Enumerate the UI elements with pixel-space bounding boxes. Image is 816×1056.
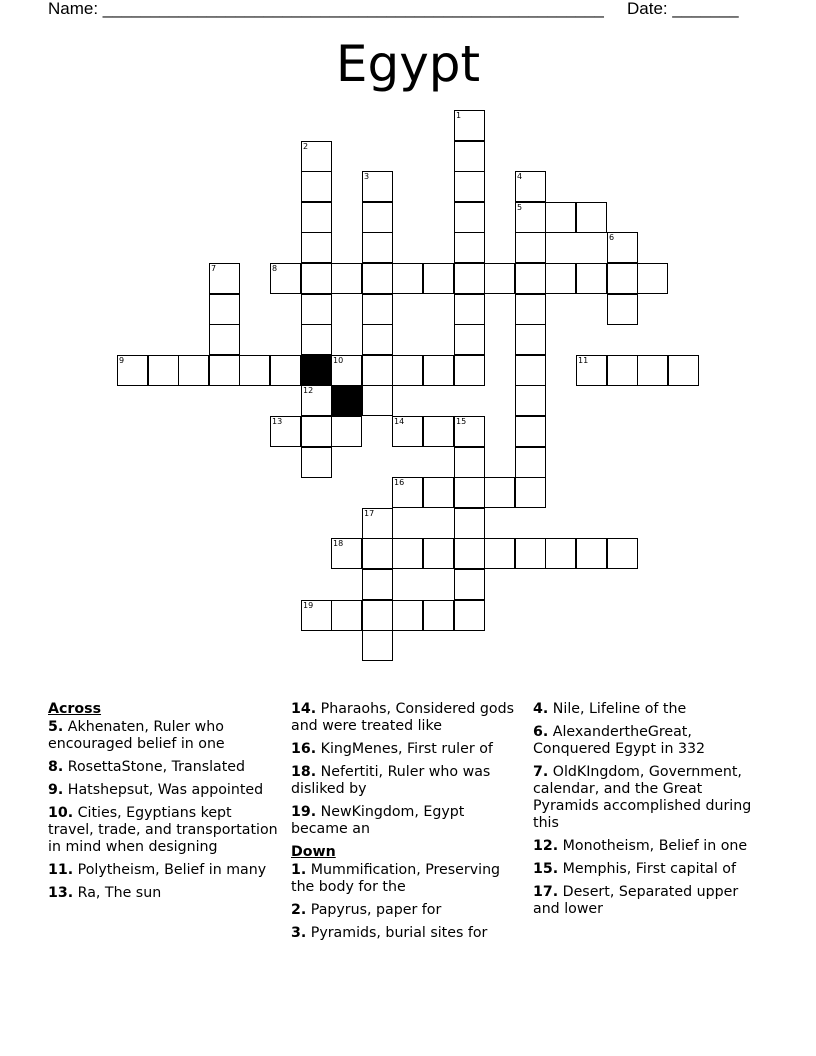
- grid-cell[interactable]: [178, 355, 209, 386]
- clue-item: [48, 782, 280, 799]
- clue-item: [291, 804, 523, 838]
- grid-cell[interactable]: [362, 171, 393, 202]
- clue-number-label: 7.: [533, 764, 549, 780]
- clue-number-label: 14.: [291, 701, 317, 717]
- grid-cell[interactable]: [392, 600, 423, 631]
- clue-number-label: 11.: [48, 862, 74, 878]
- clue-text: Mummification, Preserving the body for the: [291, 862, 501, 895]
- clue-text: AlexandertheGreat, Conquered Egypt in 332: [533, 724, 706, 757]
- grid-cell[interactable]: [454, 324, 485, 355]
- clue-text: Monotheism, Belief in one: [558, 838, 748, 854]
- grid-cell[interactable]: [454, 355, 485, 386]
- grid-cell[interactable]: [484, 538, 515, 569]
- grid-cell[interactable]: [515, 263, 546, 294]
- grid-cell[interactable]: [301, 447, 332, 478]
- grid-cell[interactable]: [209, 263, 240, 294]
- grid-cell[interactable]: [301, 600, 332, 631]
- grid-cell[interactable]: [637, 263, 668, 294]
- grid-cell[interactable]: [239, 355, 270, 386]
- clue-column-2: [291, 701, 523, 948]
- grid-cell[interactable]: [301, 171, 332, 202]
- grid-cell[interactable]: [331, 600, 362, 631]
- clue-item: [533, 701, 765, 718]
- clue-item: [48, 759, 280, 776]
- grid-cell[interactable]: [362, 385, 393, 416]
- clue-text: RosettaStone, Translated: [63, 759, 246, 775]
- clue-text: OldKIngdom, Government, calendar, and the Great Pyramids accomplished during this: [533, 764, 752, 831]
- grid-cell[interactable]: [301, 141, 332, 172]
- grid-cell[interactable]: [515, 385, 546, 416]
- grid-cell[interactable]: [362, 569, 393, 600]
- grid-cell[interactable]: [576, 202, 607, 233]
- grid-cell[interactable]: [515, 202, 546, 233]
- grid-cell[interactable]: [362, 600, 393, 631]
- clue-number-label: 4.: [533, 701, 549, 717]
- grid-cell[interactable]: [515, 232, 546, 263]
- clue-number: 13: [272, 417, 283, 426]
- grid-cell[interactable]: [668, 355, 699, 386]
- grid-cell[interactable]: [576, 263, 607, 294]
- grid-cell[interactable]: [607, 294, 638, 325]
- clue-item: [48, 805, 280, 856]
- grid-cell[interactable]: [454, 569, 485, 600]
- clue-number: 10: [333, 356, 344, 365]
- clue-text: KingMenes, First ruler of: [316, 741, 493, 757]
- clue-number: 7: [211, 264, 217, 273]
- grid-cell[interactable]: [454, 232, 485, 263]
- grid-cell[interactable]: [454, 110, 485, 141]
- grid-cell[interactable]: [301, 263, 332, 294]
- worksheet-header: [0, 0, 816, 22]
- grid-cell[interactable]: [362, 324, 393, 355]
- grid-cell[interactable]: [392, 263, 423, 294]
- clue-number-label: 2.: [291, 902, 307, 918]
- grid-cell[interactable]: [454, 294, 485, 325]
- clue-text: Ra, The sun: [73, 885, 162, 901]
- black-square: [331, 385, 362, 416]
- clue-text: Desert, Separated upper and lower: [533, 884, 739, 917]
- grid-cell[interactable]: [270, 263, 301, 294]
- grid-cell[interactable]: [362, 355, 393, 386]
- clue-text: Akhenaten, Ruler who encouraged belief in one: [48, 719, 225, 752]
- grid-cell[interactable]: [331, 355, 362, 386]
- clue-item: [533, 838, 765, 855]
- clue-text: Cities, Egyptians kept travel, trade, and transportation in mind when designing: [48, 805, 278, 855]
- grid-cell[interactable]: [301, 232, 332, 263]
- grid-cell[interactable]: [392, 477, 423, 508]
- clue-text: NewKingdom, Egypt became an: [291, 804, 465, 837]
- clue-number: 18: [333, 539, 344, 548]
- clue-item: [291, 701, 523, 735]
- grid-cell[interactable]: [423, 263, 454, 294]
- grid-cell[interactable]: [331, 416, 362, 447]
- grid-cell[interactable]: [454, 538, 485, 569]
- clue-number: 17: [364, 509, 375, 518]
- grid-cell[interactable]: [515, 538, 546, 569]
- clue-item: [48, 862, 280, 879]
- clue-number: 2: [303, 142, 309, 151]
- grid-cell[interactable]: [362, 232, 393, 263]
- grid-cell[interactable]: [392, 355, 423, 386]
- grid-cell[interactable]: [362, 538, 393, 569]
- clue-item: [291, 741, 523, 758]
- grid-cell[interactable]: [209, 355, 240, 386]
- grid-cell[interactable]: [331, 538, 362, 569]
- clue-number-label: 9.: [48, 782, 64, 798]
- clue-number-label: 18.: [291, 764, 317, 780]
- grid-cell[interactable]: [392, 416, 423, 447]
- clue-item: [533, 861, 765, 878]
- grid-cell[interactable]: [148, 355, 179, 386]
- clue-text: Pyramids, burial sites for: [306, 925, 488, 941]
- grid-cell[interactable]: [392, 538, 423, 569]
- grid-cell[interactable]: [301, 324, 332, 355]
- clue-number: 14: [394, 417, 405, 426]
- grid-cell[interactable]: [454, 416, 485, 447]
- grid-cell[interactable]: [454, 447, 485, 478]
- clue-number-label: 17.: [533, 884, 559, 900]
- grid-cell[interactable]: [515, 355, 546, 386]
- clue-number-label: 1.: [291, 862, 307, 878]
- grid-cell[interactable]: [454, 202, 485, 233]
- puzzle-title: Egypt: [335, 35, 481, 93]
- clue-column-1: [48, 701, 280, 908]
- name-label[interactable]: Name: _____________________________________________________: [48, 0, 604, 18]
- clue-item: [291, 902, 523, 919]
- grid-cell[interactable]: [454, 171, 485, 202]
- grid-cell[interactable]: [515, 477, 546, 508]
- grid-cell[interactable]: [209, 294, 240, 325]
- clue-number: 19: [303, 601, 314, 610]
- across-heading: Across: [48, 701, 102, 717]
- clue-number: 12: [303, 386, 314, 395]
- clue-number: 1: [456, 111, 462, 120]
- grid-cell[interactable]: [362, 630, 393, 661]
- clue-column-3: [533, 701, 765, 924]
- grid-cell[interactable]: [576, 538, 607, 569]
- grid-cell[interactable]: [637, 355, 668, 386]
- clue-number-label: 12.: [533, 838, 559, 854]
- grid-cell[interactable]: [301, 294, 332, 325]
- clue-number: 5: [517, 203, 523, 212]
- grid-cell[interactable]: [515, 324, 546, 355]
- clue-item: [48, 885, 280, 902]
- clue-item: [533, 764, 765, 832]
- clue-item: [291, 925, 523, 942]
- grid-cell[interactable]: [117, 355, 148, 386]
- clue-number-label: 10.: [48, 805, 74, 821]
- clue-number-label: 5.: [48, 719, 64, 735]
- grid-cell[interactable]: [301, 385, 332, 416]
- clue-number-label: 19.: [291, 804, 317, 820]
- grid-cell[interactable]: [362, 294, 393, 325]
- clue-number: 15: [456, 417, 467, 426]
- clue-text: Nile, Lifeline of the: [548, 701, 687, 717]
- clue-text: Papyrus, paper for: [306, 902, 442, 918]
- grid-cell[interactable]: [607, 263, 638, 294]
- grid-cell[interactable]: [576, 355, 607, 386]
- grid-cell[interactable]: [515, 171, 546, 202]
- black-square: [301, 355, 332, 386]
- grid-cell[interactable]: [454, 508, 485, 539]
- grid-cell[interactable]: [454, 141, 485, 172]
- grid-cell[interactable]: [454, 477, 485, 508]
- grid-cell[interactable]: [545, 263, 576, 294]
- grid-cell[interactable]: [423, 355, 454, 386]
- clue-number: 9: [119, 356, 125, 365]
- grid-cell[interactable]: [362, 263, 393, 294]
- clue-text: Memphis, First capital of: [558, 861, 736, 877]
- clue-item: [533, 884, 765, 918]
- clue-number: 8: [272, 264, 278, 273]
- grid-cell[interactable]: [607, 538, 638, 569]
- grid-cell[interactable]: [331, 263, 362, 294]
- grid-cell[interactable]: [484, 263, 515, 294]
- grid-cell[interactable]: [423, 416, 454, 447]
- clue-item: [291, 764, 523, 798]
- grid-cell[interactable]: [423, 477, 454, 508]
- clue-number-label: 8.: [48, 759, 64, 775]
- clue-text: Polytheism, Belief in many: [73, 862, 267, 878]
- clue-number-label: 3.: [291, 925, 307, 941]
- clue-text: Hatshepsut, Was appointed: [63, 782, 264, 798]
- grid-cell[interactable]: [515, 416, 546, 447]
- date-label[interactable]: Date: _______: [627, 0, 739, 18]
- clue-number: 16: [394, 478, 405, 487]
- grid-cell[interactable]: [362, 508, 393, 539]
- grid-cell[interactable]: [301, 416, 332, 447]
- grid-cell[interactable]: [209, 324, 240, 355]
- grid-cell[interactable]: [454, 600, 485, 631]
- grid-cell[interactable]: [362, 202, 393, 233]
- clue-number-label: 15.: [533, 861, 559, 877]
- clue-number-label: 6.: [533, 724, 549, 740]
- grid-cell[interactable]: [270, 416, 301, 447]
- grid-cell[interactable]: [545, 202, 576, 233]
- grid-cell[interactable]: [515, 447, 546, 478]
- clue-number: 11: [578, 356, 589, 365]
- clue-number: 3: [364, 172, 370, 181]
- clue-item: [533, 724, 765, 758]
- clue-item: [291, 862, 523, 896]
- clue-item: [48, 719, 280, 753]
- down-heading: Down: [291, 844, 336, 860]
- grid-cell[interactable]: [515, 294, 546, 325]
- grid-cell[interactable]: [607, 355, 638, 386]
- grid-cell[interactable]: [301, 202, 332, 233]
- clue-text: Pharaohs, Considered gods and were treated like: [291, 701, 514, 734]
- grid-cell[interactable]: [484, 477, 515, 508]
- clue-number: 6: [609, 233, 615, 242]
- clue-text: Nefertiti, Ruler who was disliked by: [291, 764, 491, 797]
- grid-cell[interactable]: [607, 232, 638, 263]
- clue-number-label: 13.: [48, 885, 74, 901]
- grid-cell[interactable]: [545, 538, 576, 569]
- clue-number: 4: [517, 172, 523, 181]
- grid-cell[interactable]: [423, 538, 454, 569]
- grid-cell[interactable]: [270, 355, 301, 386]
- grid-cell[interactable]: [423, 600, 454, 631]
- grid-cell[interactable]: [454, 263, 485, 294]
- clue-number-label: 16.: [291, 741, 317, 757]
